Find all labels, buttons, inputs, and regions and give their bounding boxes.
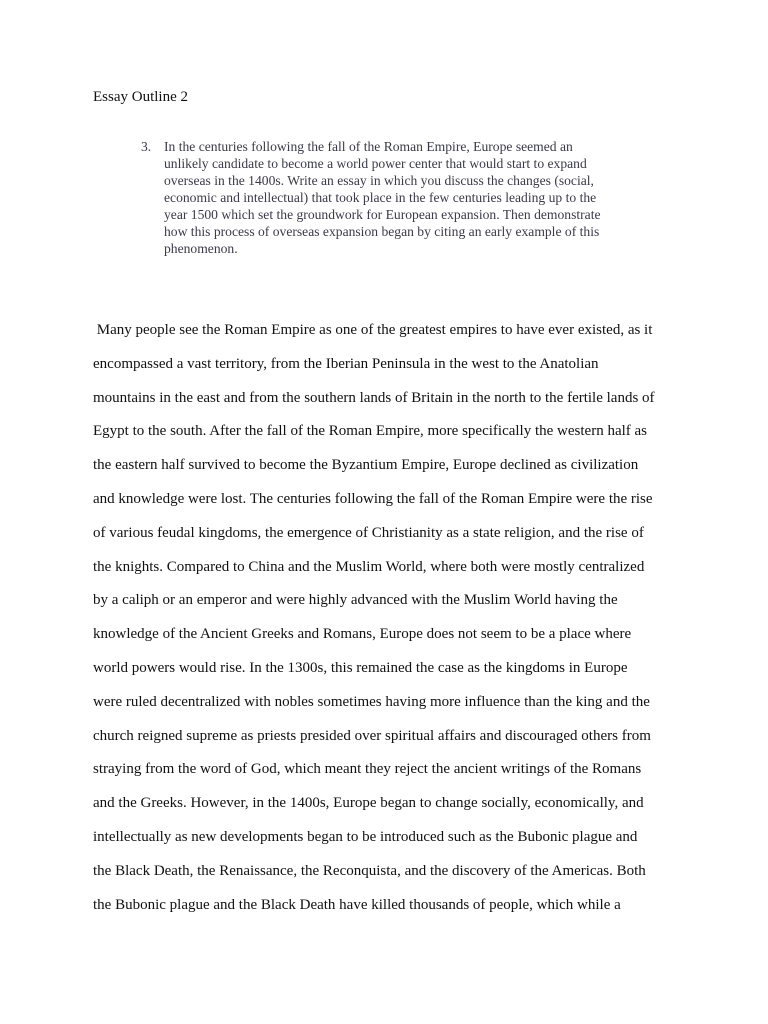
essay-line: the Black Death, the Renaissance, the Reconquista, and the discovery of the Americas. Both xyxy=(93,862,646,879)
essay-line: mountains in the east and from the southern lands of Britain in the north to the fertile lands of xyxy=(93,389,655,406)
prompt-line: unlikely candidate to become a world power center that would start to expand xyxy=(164,156,587,171)
essay-line: the Bubonic plague and the Black Death have killed thousands of people, which while a xyxy=(93,896,621,913)
essay-line: straying from the word of God, which meant they reject the ancient writings of the Romans xyxy=(93,761,642,778)
essay-line: and knowledge were lost. The centuries following the fall of the Roman Empire were the rise xyxy=(93,490,653,507)
prompt-line: economic and intellectual) that took place in the few centuries leading up to the xyxy=(164,190,597,205)
essay-line: and the Greeks. However, in the 1400s, Europe began to change socially, economically, and xyxy=(93,795,644,812)
essay-line: Many people see the Roman Empire as one of the greatest empires to have ever existed, as it xyxy=(93,322,653,338)
essay-line: intellectually as new developments began to be introduced such as the Bubonic plague and xyxy=(93,828,638,845)
essay-line: Egypt to the south. After the fall of the Roman Empire, more specifically the western half as xyxy=(93,423,648,440)
document-title: Essay Outline 2 xyxy=(93,89,188,105)
essay-line: world powers would rise. In the 1300s, this remained the case as the kingdoms in Europe xyxy=(93,659,628,676)
prompt-line: overseas in the 1400s. Write an essay in which you discuss the changes (social, xyxy=(164,173,594,188)
essay-line: by a caliph or an emperor and were highly advanced with the Muslim World having the xyxy=(93,592,618,609)
essay-line: encompassed a vast territory, from the Iberian Peninsula in the west to the Anatolian xyxy=(93,355,599,372)
essay-line: the knights. Compared to China and the Muslim World, where both were mostly centralized xyxy=(93,558,645,575)
prompt-line: In the centuries following the fall of the Roman Empire, Europe seemed an xyxy=(164,139,573,154)
essay-line: were ruled decentralized with nobles sometimes having more influence than the king and the xyxy=(93,693,650,710)
prompt-line: phenomenon. xyxy=(164,241,238,256)
prompt-text xyxy=(164,138,601,257)
essay-body xyxy=(93,314,693,922)
essay-line: knowledge of the Ancient Greeks and Romans, Europe does not seem to be a place where xyxy=(93,626,632,643)
essay-line: church reigned supreme as priests presided over spiritual affairs and discouraged others from xyxy=(93,727,651,744)
prompt-line: year 1500 which set the groundwork for European expansion. Then demonstrate xyxy=(164,207,601,222)
prompt-line: how this process of overseas expansion began by citing an early example of this xyxy=(164,224,600,239)
essay-line: of various feudal kingdoms, the emergence of Christianity as a state religion, and the rise of xyxy=(93,524,644,541)
prompt-number: 3. xyxy=(141,139,152,154)
essay-line: the eastern half survived to become the Byzantium Empire, Europe declined as civilization xyxy=(93,457,639,474)
